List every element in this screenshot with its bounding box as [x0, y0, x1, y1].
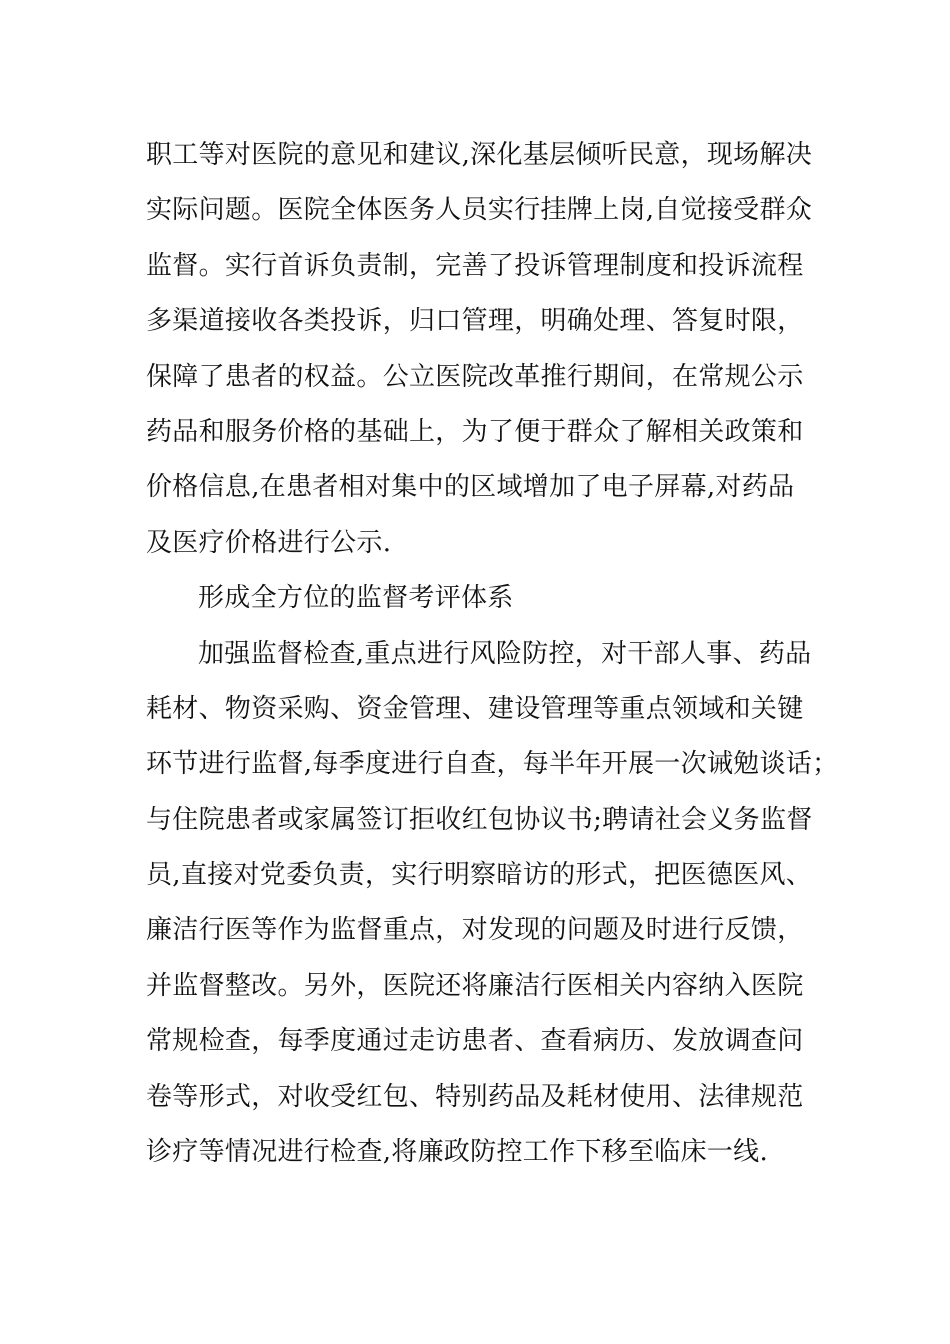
paragraph-1-line-7: 价格信息,在患者相对集中的区域增加了电子屏幕,对药品 — [146, 472, 795, 503]
paragraph-2-line-1: 加强监督检查,重点进行风险防控，对干部人事、药品 — [198, 638, 812, 669]
section-heading: 形成全方位的监督考评体系 — [198, 583, 514, 614]
paragraph-1-line-6: 药品和服务价格的基础上，为了便于群众了解相关政策和 — [146, 416, 804, 447]
paragraph-2-line-5: 员,直接对党委负责，实行明察暗访的形式，把医德医风、 — [146, 860, 813, 891]
paragraph-1-line-1: 职工等对医院的意见和建议,深化基层倾听民意，现场解决 — [146, 140, 813, 170]
paragraph-1-line-5: 保障了患者的权益。公立医院改革推行期间，在常规公示 — [146, 361, 804, 392]
paragraph-2-line-9: 卷等形式，对收受红包、特别药品及耗材使用、法律规范 — [146, 1081, 804, 1112]
paragraph-2-line-8: 常规检查，每季度通过走访患者、查看病历、发放调查问 — [146, 1026, 804, 1057]
document-body — [146, 128, 839, 1180]
paragraph-2-line-6: 廉洁行医等作为监督重点，对发现的问题及时进行反馈， — [146, 915, 804, 946]
paragraph-2-line-7: 并监督整改。另外，医院还将廉洁行医相关内容纳入医院 — [146, 970, 804, 1001]
paragraph-1-line-2: 实际问题。医院全体医务人员实行挂牌上岗,自觉接受群众 — [146, 195, 813, 226]
paragraph-1-line-4: 多渠道接收各类投诉，归口管理，明确处理、答复时限， — [146, 306, 804, 337]
paragraph-2-line-2: 耗材、物资采购、资金管理、建设管理等重点领域和关键 — [146, 693, 804, 724]
paragraph-1-line-8: 及医疗价格进行公示. — [146, 527, 392, 558]
paragraph-1-line-3: 监督。实行首诉负责制，完善了投诉管理制度和投诉流程 — [146, 250, 804, 281]
paragraph-2-line-4: 与住院患者或家属签订拒收红包协议书;聘请社会义务监督 — [146, 804, 813, 835]
paragraph-2-line-10: 诊疗等情况进行检查,将廉政防控工作下移至临床一线. — [146, 1137, 769, 1168]
paragraph-2-line-3: 环节进行监督,每季度进行自查，每半年开展一次诫勉谈话； — [146, 749, 839, 780]
